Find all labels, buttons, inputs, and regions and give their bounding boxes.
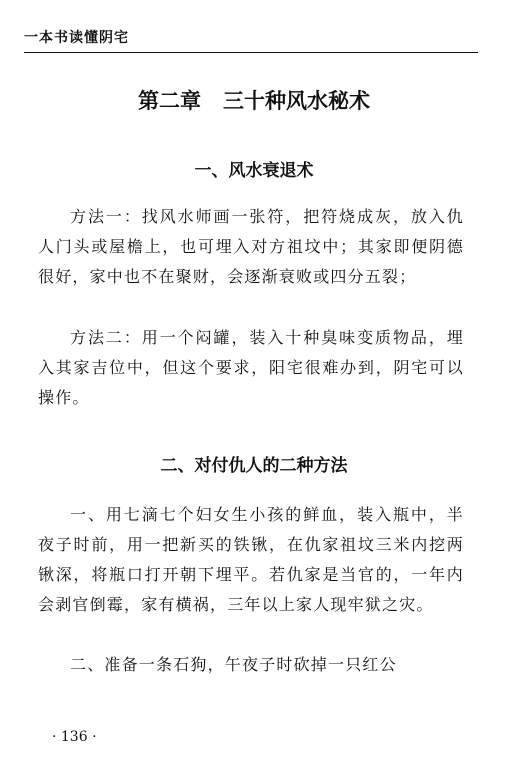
header-rule: [24, 52, 478, 53]
page-number: · 136 ·: [52, 729, 97, 745]
chapter-number: 第二章: [138, 89, 201, 113]
paragraph-method-one: 方法一：找风水师画一张符，把符烧成灰，放入仇人门头或屋檐上，也可埋入对方祖坟中；其家即便阴德很好，家中也不在聚财，会逐渐衰败或四分五裂；: [38, 207, 464, 286]
paragraph-way-two: 二、准备一条石狗，午夜子时砍掉一只红公: [70, 655, 397, 674]
paragraph-method-two: 方法二：用一个闷罐，装入十种臭味变质物品，埋入其家吉位中，但这个要求，阳宅很难办到，阴宅可以操作。: [38, 328, 464, 407]
paragraph-way-one: 一、用七滴七个妇女生小孩的鲜血，装入瓶中，半夜子时前，用一把新买的铁锹，在仇家祖坟三米内挖两锹深，将瓶口打开朝下埋平。若仇家是当官的，一年内会剥官倒霉，家有横祸，三年以上家人现牢狱之灾。: [38, 505, 464, 614]
chapter-name: 三十种风水秘术: [223, 89, 370, 113]
chapter-title: [0, 88, 508, 114]
section-title-2: 二、对付仇人的二种方法: [160, 456, 348, 476]
running-head: 一本书读懂阴宅: [24, 30, 129, 46]
section-title-1: 一、风水衰退术: [194, 161, 314, 181]
